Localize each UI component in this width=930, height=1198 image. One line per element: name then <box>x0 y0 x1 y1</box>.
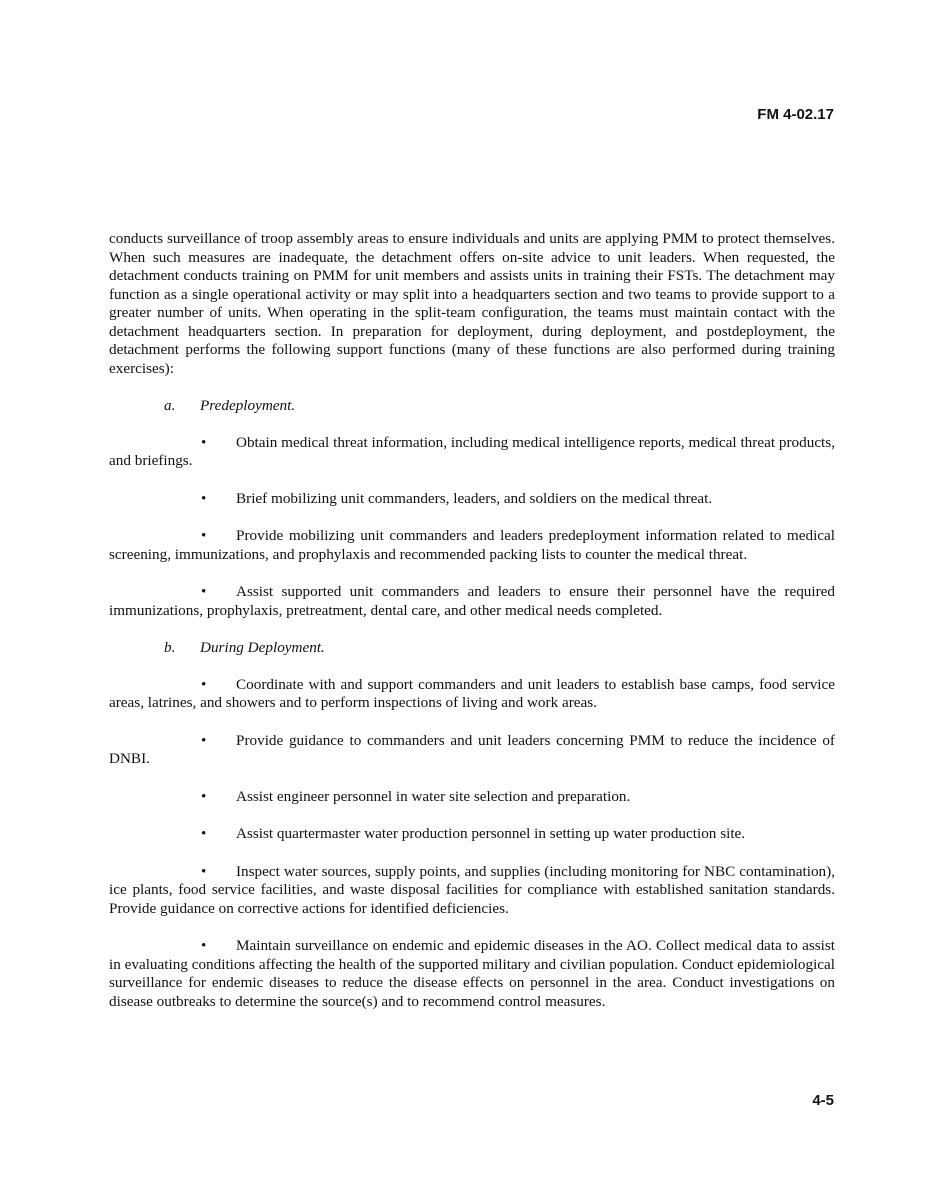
bullet-icon: • <box>201 862 207 880</box>
document-id: FM 4-02.17 <box>757 106 834 123</box>
bullet-icon: • <box>201 433 207 451</box>
bullet-item <box>109 825 835 844</box>
bullet-item <box>109 583 835 620</box>
section-title: During Deployment. <box>200 639 325 656</box>
bullet-icon: • <box>201 583 207 600</box>
bullet-text: Maintain surveillance on endemic and epidemic diseases in the AO. Collect medical data to assist in evaluating conditions affecting the health of the supported military and civilian population. Conduct epidemiological surveillance for endemic diseases to reduce the disease effects on personnel in the area. Conduct investigations on disease outbreaks to determine the source(s) and to recommend control measures. <box>109 937 835 1010</box>
bullet-icon: • <box>201 675 207 693</box>
section-heading-predeployment <box>109 397 835 416</box>
bullet-item <box>109 863 835 919</box>
bullet-text: Assist quartermaster water production personnel in setting up water production site. <box>236 825 746 842</box>
bullet-item <box>109 732 835 769</box>
bullet-icon: • <box>201 937 207 954</box>
bullet-icon: • <box>201 731 207 749</box>
bullet-item <box>109 527 835 564</box>
bullet-item <box>109 676 835 713</box>
section-letter: a. <box>164 397 176 414</box>
bullet-text: Inspect water sources, supply points, and supplies (including monitoring for NBC contamination), ice plants, food service facilities, and waste disposal facilities for compliance with established sanitation standards. Provide guidance on corrective actions for identified deficiencies. <box>109 862 835 917</box>
document-body <box>109 230 835 1030</box>
bullet-item <box>109 788 835 807</box>
bullet-icon: • <box>201 787 207 805</box>
bullet-item <box>109 937 835 1011</box>
page-number: 4-5 <box>812 1092 834 1109</box>
section-heading-during-deployment <box>109 639 835 658</box>
section-title: Predeployment. <box>200 397 296 414</box>
bullet-text: Assist engineer personnel in water site selection and preparation. <box>236 787 631 805</box>
bullet-icon: • <box>201 825 207 842</box>
bullet-text: Obtain medical threat information, including medical intelligence reports, medical threat products, and briefings. <box>109 433 835 469</box>
bullet-icon: • <box>201 489 207 507</box>
bullet-item <box>109 434 835 471</box>
bullet-icon: • <box>201 527 207 544</box>
intro-paragraph: conducts surveillance of troop assembly areas to ensure individuals and units are applying PMM to protect themselves. When such measures are inadequate, the detachment offers on-site advice to unit leaders. When requested, the detachment conducts training on PMM for unit members and assists units in training their FSTs. The detachment may function as a single operational activity or may split into a headquarters section and two teams to provide support to a greater number of units. When operating in the split-team configuration, the teams must maintain contact with the detachment headquarters section. In preparation for deployment, during deployment, and postdeployment, the detachment performs the following support functions (many of these functions are also performed during training exercises): <box>109 230 835 377</box>
bullet-text: Brief mobilizing unit commanders, leaders, and soldiers on the medical threat. <box>236 489 713 507</box>
bullet-text: Provide mobilizing unit commanders and leaders predeployment information related to medical screening, immunizations, and prophylaxis and recommended packing lists to counter the medical threat. <box>109 527 835 563</box>
section-letter: b. <box>164 639 176 656</box>
bullet-text: Provide guidance to commanders and unit leaders concerning PMM to reduce the incidence of DNBI. <box>109 731 835 767</box>
bullet-text: Coordinate with and support commanders and unit leaders to establish base camps, food service areas, latrines, and showers and to perform inspections of living and work areas. <box>109 675 835 711</box>
bullet-text: Assist supported unit commanders and leaders to ensure their personnel have the required immunizations, prophylaxis, pretreatment, dental care, and other medical needs completed. <box>109 583 835 619</box>
bullet-item <box>109 490 835 509</box>
